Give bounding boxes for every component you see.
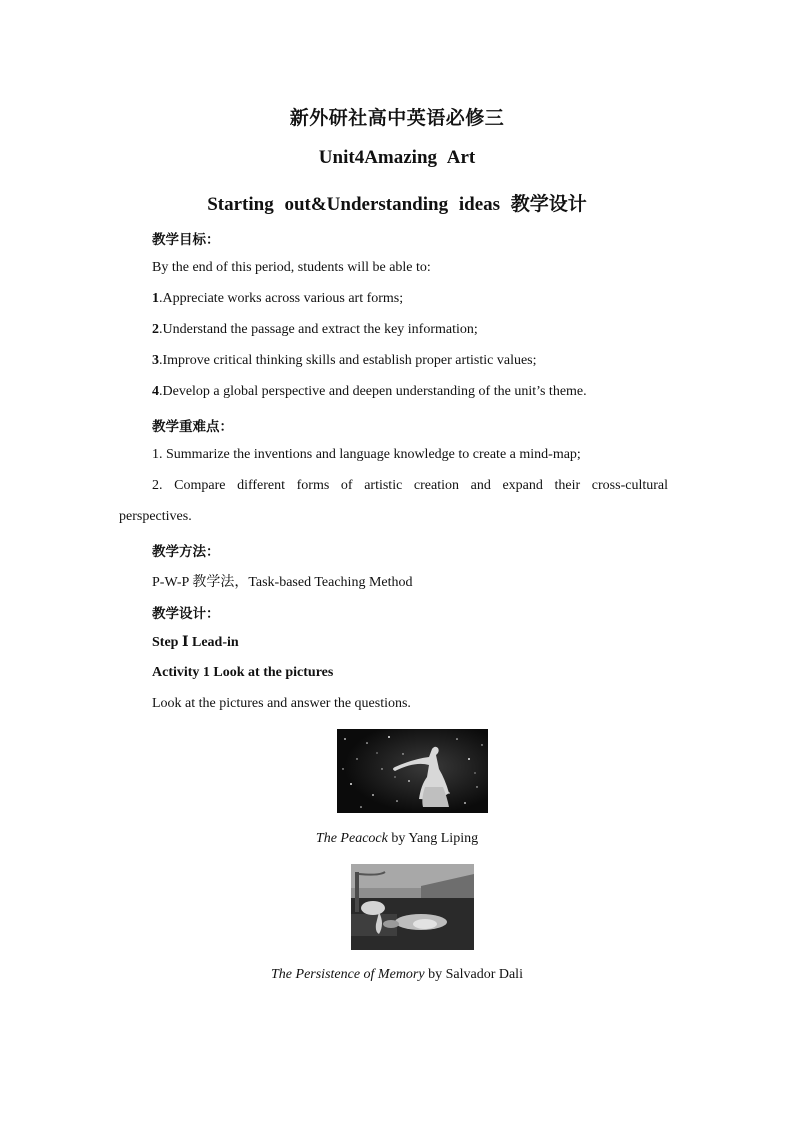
- objective-number: 3: [152, 353, 159, 368]
- objective-item-3: [152, 353, 537, 369]
- persistence-of-memory-photo: [351, 864, 474, 950]
- objectives-heading: 教学目标：: [152, 232, 220, 248]
- peacock-caption: [0, 831, 794, 847]
- objective-text: .Develop a global perspective and deepen understanding of the unit’s theme.: [159, 384, 587, 399]
- objective-text: .Appreciate works across various art forms;: [159, 291, 404, 306]
- artwork-artist: by Yang Liping: [387, 831, 479, 846]
- unit-title: Unit4Amazing Art: [318, 147, 476, 168]
- methods-text: P-W-P 教学法，Task-based Teaching Method: [152, 575, 413, 590]
- objectives-intro: By the end of this period, students will be able to:: [152, 260, 431, 275]
- step-heading: Step Ⅰ Lead-in: [152, 635, 239, 650]
- objective-item-4: [152, 384, 587, 400]
- book-title: 新外研社高中英语必修三: [289, 108, 505, 129]
- artwork-title: The Peacock: [315, 831, 388, 846]
- artwork-artist: by Salvador Dali: [424, 967, 523, 982]
- activity-heading: Activity 1 Look at the pictures: [152, 665, 334, 680]
- persistence-of-memory-graphic: [351, 864, 474, 950]
- persistence-caption: [0, 967, 794, 983]
- design-heading: 教学设计：: [152, 606, 220, 622]
- objective-text: .Understand the passage and extract the key information;: [159, 322, 478, 337]
- artwork-title: The Persistence of Memory: [271, 967, 425, 982]
- lesson-title: Starting out&Understanding ideas 教学设计: [207, 194, 587, 215]
- objective-number: 2: [152, 322, 159, 337]
- peacock-photo-graphic: [337, 729, 488, 813]
- objective-number: 1: [152, 291, 159, 306]
- key-point-1: 1. Summarize the inventions and language knowledge to create a mind-map;: [152, 447, 581, 462]
- activity-instruction: Look at the pictures and answer the questions.: [152, 696, 411, 711]
- objective-number: 4: [152, 384, 159, 399]
- key-points-heading: 教学重难点：: [152, 419, 233, 435]
- objective-text: .Improve critical thinking skills and establish proper artistic values;: [159, 353, 537, 368]
- peacock-photo: [337, 729, 488, 813]
- objective-item-2: [152, 322, 478, 338]
- key-point-2: 2. Compare different forms of artistic creation and expand their cross-cultural: [152, 478, 668, 493]
- objective-item-1: [152, 291, 403, 307]
- key-point-2-continued: perspectives.: [119, 509, 192, 524]
- methods-heading: 教学方法：: [152, 544, 220, 560]
